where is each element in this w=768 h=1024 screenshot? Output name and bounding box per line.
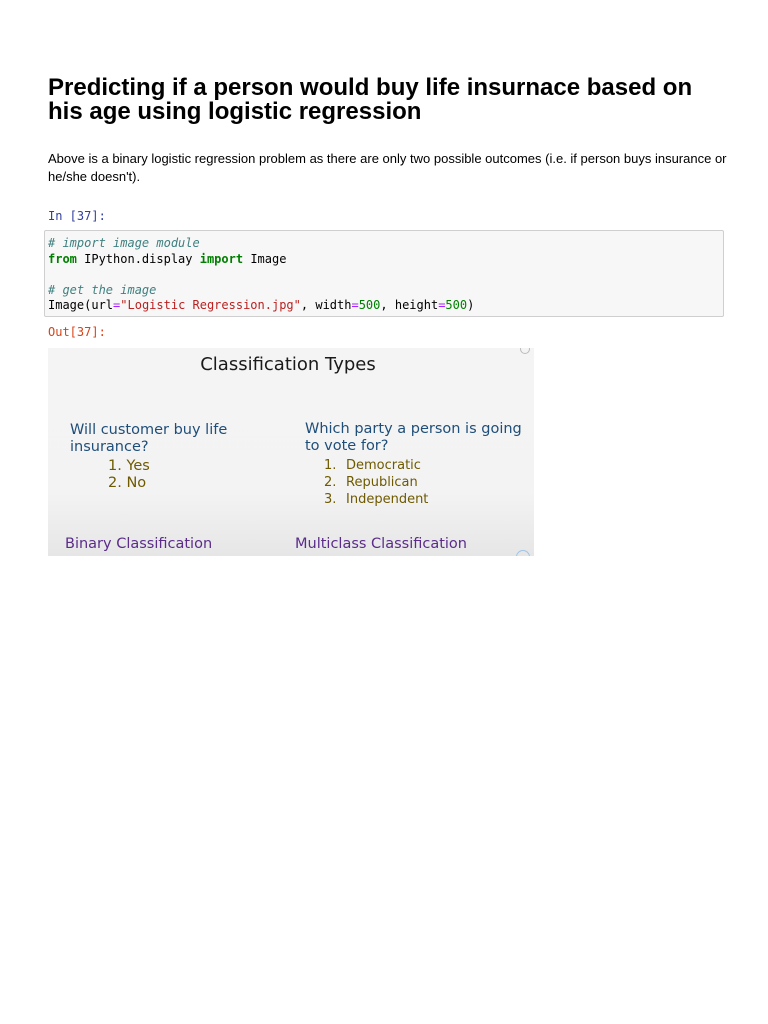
code-keyword: from [48,251,77,266]
option-number: 2. [108,475,122,491]
intro-paragraph: Above is a binary logistic regression problem as there are only two possible outcomes (i.e. if person buys insurance or he/she doesn't). [48,151,727,184]
multiclass-options [324,457,428,508]
binary-options [108,458,150,492]
code-comment: # import image module [48,236,200,250]
option-text: Republican [346,475,418,490]
list-item [324,474,428,491]
code-string: "Logistic Regression.jpg" [120,298,301,312]
code-keyword: import [199,251,244,266]
option-text: Democratic [346,458,421,473]
list-item [324,491,428,508]
code-number: 500 [358,298,381,312]
list-item [108,475,150,492]
code-operator: = [351,298,359,312]
option-text: Yes [126,458,150,474]
option-number: 2. [324,475,337,490]
multiclass-classification-label: Multiclass Classification [295,536,467,552]
binary-question: Will customer buy life insurance? [70,422,228,455]
output-prompt: Out[37]: [48,325,106,339]
code-cell[interactable] [44,230,724,317]
code-editor[interactable] [48,236,474,314]
slide-title: Classification Types [200,354,376,375]
code-operator: = [438,298,446,312]
code-text: , width [300,298,352,312]
code-text: IPython.display [76,251,200,266]
multiclass-question: Which party a person is going to vote for? [305,421,522,454]
code-text: , height [380,298,439,312]
code-number: 500 [445,298,468,312]
output-image [48,348,534,556]
list-item [108,458,150,475]
option-number: 1. [324,458,337,473]
option-text: Independent [346,492,429,507]
input-prompt: In [37]: [48,209,106,223]
option-number: 3. [324,492,337,507]
code-text: Image [243,251,287,266]
code-operator: = [113,298,121,312]
list-item [324,457,428,474]
option-text: No [126,475,147,491]
option-number: 1. [108,458,122,474]
circle-icon [516,550,530,556]
page-title: Predicting if a person would buy life insurnace based on his age using logistic regression [48,74,693,125]
code-comment: # get the image [48,282,157,297]
code-text: Image(url [48,298,114,312]
binary-classification-label: Binary Classification [65,536,213,552]
code-text: ) [467,298,475,312]
